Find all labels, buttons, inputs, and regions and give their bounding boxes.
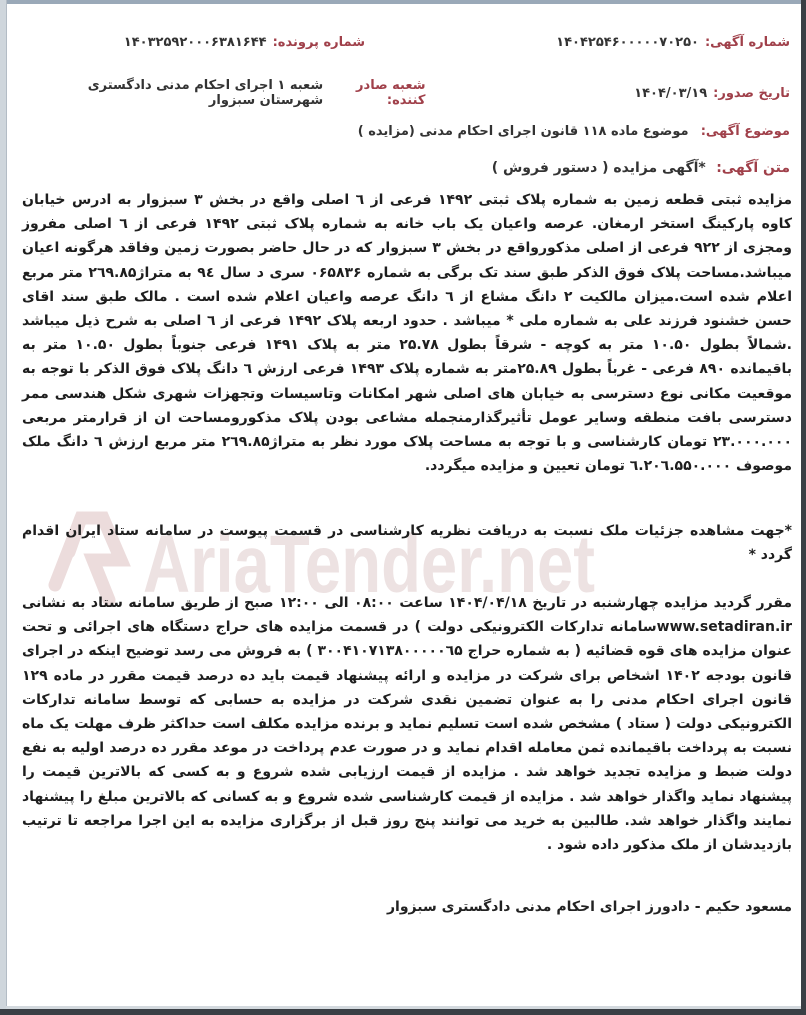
issuer-value: شعبه ۱ اجرای احکام مدنی دادگستری شهرستان سبزوار xyxy=(87,78,324,108)
window-left-border xyxy=(0,0,7,1015)
file-number-value: ۱۴۰۳۲۵۹۲۰۰۰۶۳۸۱۶۴۴ xyxy=(123,35,267,50)
window-right-border xyxy=(801,0,806,1015)
header-row-issue xyxy=(20,78,790,108)
issue-date-value: ۱۴۰۴/۰۳/۱۹ xyxy=(634,85,708,101)
issue-date-label: تاریخ صدور: xyxy=(713,85,790,101)
body-paragraph-property: مزایده ثبتی قطعه زمین به شماره پلاک ثبتی ۱۴۹۲ فرعی از ٦ اصلی واقع در بخش ۳ سبزوار به ادرس خیابان کاوه پارکینگ استخر ارمغان. عرصه واعیان یک باب خانه به شماره پلاک ثبتی ۱۴۹۲ فرعی از ٦ اصلی مفروز ومجزی از ۹۲۲ فرعی از اصلی مذکورواقع در بخش ۳ سبزوار که در حال حاضر بصورت زمین وفاقد هرگونه اعیان میباشد.مساحت پلاک فوق الذکر طبق سند تک برگی به شماره ۰۶۵۸۳۶ سری د سال ۹٤ به متراژ۲٦۹.۸۵ متر مربع اعلام شده است.میزان مالکیت ۲ دانگ مشاع از ٦ دانگ عرصه واعیان اعلام شده است . مالک طبق سند اقای حسن خشنود فرزند علی به شماره ملی * میباشد . حدود اربعه پلاک ۱۴۹۲ فرعی از ٦ اصلی به شرح ذیل میباشد .شمالاً بطول ۱۰.۵۰ متر به کوچه - شرقاً بطول ۲۵.۷۸ متر به پلاک ۱۴۹۱ فرعی جنوباً بطول ۱۰.۵۰ متر به باقیمانده ۸۹۰ فرعی - غرباً بطول ۲۵.۸۹متر به شماره پلاک ۱۴۹۳ فرعی ارزش ٦ دانگ پلاک فوق الذکر با توجه به موقعیت مکانی نوع دسترسی به خیابان های اصلی شهر امکانات وتاسیسات وتجهزات شهری شکل هندسی ممر دسترسی بافت منطقه وسایر عومل تأثیرگذارمنجمله مشاعی بودن پلاک مذکورومساحت ان از قرارمتر مربعی ۲۳.۰۰۰.۰۰۰ تومان کارشناسی و با توجه به مساحت پلاک مورد نظر به متراژ۲٦۹.۸۵ متر مربع ارزش ٦ دانگ ملک موصوف ٦.۲۰٦.۵۵۰.۰۰۰ تومان تعیین و مزایده میگردد. xyxy=(22,192,792,475)
ad-text-title: *آگهی مزایده ( دستور فروش ) xyxy=(491,160,706,176)
ad-number-value: ۱۴۰۴۲۵۴۶۰۰۰۰۰۷۰۲۵۰ xyxy=(556,35,699,50)
body-paragraph-auction-terms: مقرر گردید مزایده چهارشنبه در تاریخ ۱۴۰۴/۰۴/۱۸ ساعت ۰۸:۰۰ الی ۱۲:۰۰ صبح از طریق سامانه ستاد به نشانی www.setadiran.irسامانه تدارکات الکترونیکی دولت ) در قسمت مزایده های حراج دستگاه های اجرائی و تحت عنوان مزایده های قوه قضائیه ( به شماره حراج ۳۰۰۴۱۰۷۱۳۸۰۰۰۰۰٦۵ ) به فروش می رسد توضیح اینکه در اجرای قانون بودجه ۱۴۰۲ اشخاص برای شرکت در مزایده و ارائه پیشنهاد قیمت باید ده درصد قیمت مقرر در ماده ۱۲۹ قانون اجرای احکام مدنی را به عنوان تضمین نقدی شرکت در مزایده به حسابی که توسط سامانه تدارکات الکترونیکی دولت ( ستاد ) مشخص شده است تسلیم نماید و برنده مزایده مکلف است حداکثر ظرف مهلت یک ماه نسبت به پرداخت باقیمانده ثمن معامله اقدام نماید و در صورت عدم پرداخت در موعد مقرر ده درصد اولیه به نفع دولت ضبط و مزایده تجدید خواهد شد . مزایده از قیمت ارزیابی شده شروع و به کسی که بالاترین قیمت را پیشنهاد نماید واگذار خواهد شد . مزایده از قیمت کارشناسی شده شروع و به کسانی که بالاترین مبلغ را پیشنهاد نمایند واگذار خواهد شد. طالبین به خرید می توانند پنج روز قبل از برگزاری مزایده به این اجرا مراجعه تا ترتیب بازدیدشان از ملک مذکور داده شود . xyxy=(22,595,793,854)
file-number-label: شماره پرونده: xyxy=(272,35,365,50)
window-bottom-border xyxy=(0,1009,806,1015)
ad-number xyxy=(365,35,790,50)
ad-text-label: متن آگهی: xyxy=(716,160,790,176)
file-number xyxy=(124,35,365,50)
header-row-numbers xyxy=(20,35,790,50)
watermark-text: AriaTender.net xyxy=(143,519,595,610)
window-top-border xyxy=(0,0,806,4)
body-paragraph-note: *جهت مشاهده جزئیات ملک نسبت به دریافت نظریه کارشناسی در قسمت پیوست در سامانه ستاد ایران اقدام گردد * xyxy=(22,523,792,564)
subject-row xyxy=(20,124,790,139)
window-bottom-edge xyxy=(6,1006,801,1009)
subject-label: موضوع آگهی: xyxy=(700,124,790,139)
ad-number-label: شماره آگهی: xyxy=(704,35,790,50)
issue-date xyxy=(425,86,790,101)
signature: مسعود حکیم - دادورز اجرای احکام مدنی دادگستری سبزوار xyxy=(386,899,792,915)
issuer xyxy=(20,78,425,108)
ad-text-row xyxy=(20,160,790,176)
issuer-label: شعبه صادر کننده: xyxy=(356,78,426,108)
subject-value: موضوع ماده ۱۱۸ قانون اجرای احکام مدنی (مزایده ) xyxy=(357,124,689,139)
